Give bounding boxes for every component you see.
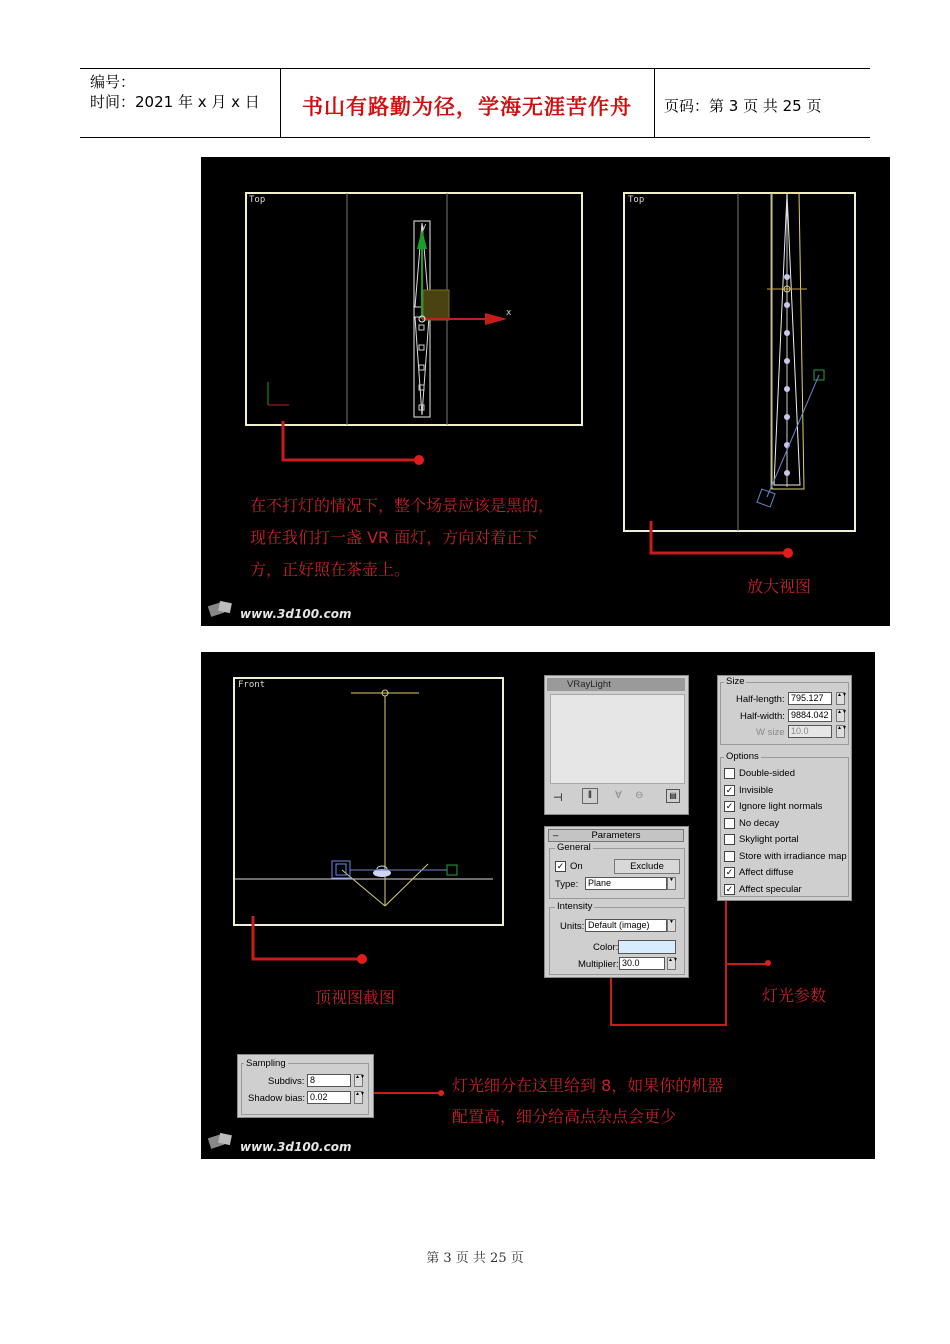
units-dropdown-icon[interactable]: ▼ [667,919,676,932]
shadow-bias-spinner[interactable]: ▲▼ [354,1091,363,1104]
document-date: 时间：2021 年 x 月 x 日 [90,93,260,111]
configure-modifier-sets-icon[interactable]: ▤ [666,789,680,803]
units-label: Units: [560,921,585,932]
watermark-logo-icon [207,1132,235,1150]
w-size-label: W size [756,727,785,738]
multiplier-label: Multiplier: [578,959,619,970]
half-width-spinner[interactable]: ▲▼ [836,709,845,722]
no-decay-checkbox[interactable] [724,818,735,829]
option-label: Skylight portal [739,834,799,845]
on-checkbox[interactable]: ✓ [556,861,565,871]
double-sided-checkbox[interactable] [724,768,735,779]
subdivs-input[interactable]: 8 [307,1074,351,1087]
make-unique-icon[interactable]: ∀ [615,790,622,801]
modifier-stack-list[interactable] [550,694,685,784]
caption-line-1: 在不打灯的情况下，整个场景应该是黑的， [250,496,555,515]
light-params-caption: 灯光参数 [762,986,827,1005]
zoom-view-caption: 放大视图 [747,577,812,596]
multiplier-spinner[interactable]: ▲▼ [667,957,676,970]
remove-modifier-icon[interactable]: ⊖ [635,790,644,801]
option-label: Double-sided [739,768,795,779]
top-views-drawing [201,157,890,626]
size-group-title: Size [726,676,745,687]
vraylight-panel [544,675,689,815]
invisible-checkbox[interactable]: ✓ [725,785,734,795]
sampling-group [241,1063,369,1115]
option-label: Store with irradiance map [739,851,847,862]
figure-top-views [201,157,890,626]
parameters-rollout-title: Parameters [591,830,641,841]
w-size-spinner[interactable]: ▲▼ [836,725,845,738]
option-label: No decay [739,818,780,829]
sampling-caption-line-2: 配置高，细分给高点杂点会更少 [452,1107,677,1126]
general-group-title: General [557,842,591,853]
caption-line-2: 现在我们打一盏 VR 面灯，方向对着正下 [250,528,539,547]
half-width-label: Half-width: [740,711,785,722]
on-label: On [570,861,583,872]
header-divider [654,69,655,137]
option-label: Ignore light normals [739,801,823,812]
size-options-panel [717,675,852,901]
document-id-label: 编号： [90,73,136,91]
pin-stack-icon[interactable]: ⊣ [553,792,563,804]
store-with-irradiance-map-checkbox[interactable] [724,851,735,862]
multiplier-input[interactable]: 30.0 [619,957,665,970]
shadow-bias-label: Shadow bias: [248,1093,306,1104]
parameters-panel [544,826,689,978]
type-dropdown-icon[interactable]: ▼ [667,877,676,890]
options-group-title: Options [726,751,759,762]
header-divider [280,69,281,137]
page-footer: 第 3 页 共 25 页 [426,1251,524,1266]
viewport-label-top-left: Top [249,195,266,205]
viewport-label-top-right: Top [628,195,645,205]
vraylight-title: VRayLight [547,678,685,691]
parameters-rollout-header[interactable] [548,829,684,842]
units-select[interactable]: Default (image) [585,919,667,932]
collapse-icon: – [553,830,559,841]
viewport-label-front: Front [238,680,266,690]
sampling-group-title: Sampling [246,1058,286,1069]
ignore-light-normals-checkbox[interactable]: ✓ [725,801,734,811]
show-end-result-icon[interactable]: ‖ [582,788,598,804]
subdivs-spinner[interactable]: ▲▼ [354,1074,363,1087]
color-label: Color: [593,942,619,953]
option-label: Affect specular [739,884,802,895]
affect-diffuse-checkbox[interactable]: ✓ [725,867,734,877]
axis-x-label: x [506,308,512,318]
skylight-portal-checkbox[interactable] [724,834,735,845]
watermark-url: www.3d100.com [240,1140,352,1154]
option-label: Invisible [739,785,774,796]
watermark-url: www.3d100.com [240,607,352,621]
caption-line-3: 方，正好照在茶壶上。 [250,560,411,579]
type-select[interactable]: Plane [585,877,667,890]
half-length-spinner[interactable]: ▲▼ [836,692,845,705]
shadow-bias-input[interactable]: 0.02 [307,1091,351,1104]
option-label: Affect diffuse [739,867,794,878]
half-width-input[interactable]: 9884.042 [788,709,832,722]
exclude-button[interactable]: Exclude [614,859,680,874]
type-label: Type: [555,879,579,890]
sampling-panel [237,1054,374,1118]
subdivs-label: Subdivs: [268,1076,305,1087]
affect-specular-checkbox[interactable]: ✓ [725,884,734,894]
top-view-screenshot-caption: 顶视图截图 [315,988,396,1007]
half-length-input[interactable]: 795.127 [788,692,832,705]
half-length-label: Half-length: [736,694,785,705]
page-header [80,68,870,138]
color-swatch[interactable] [618,940,676,954]
figure-light-settings [201,652,875,1159]
sampling-caption-line-1: 灯光细分在这里给到 8，如果你的机器 [452,1076,724,1095]
header-page-number: 页码：第 3 页 共 25 页 [664,97,822,115]
axis-y-label: y [421,222,427,232]
w-size-input[interactable]: 10.0 [788,725,832,738]
intensity-group-title: Intensity [557,901,593,912]
watermark-logo-icon [207,600,235,618]
header-motto: 书山有路勤为径，学海无涯苦作舟 [302,95,632,119]
